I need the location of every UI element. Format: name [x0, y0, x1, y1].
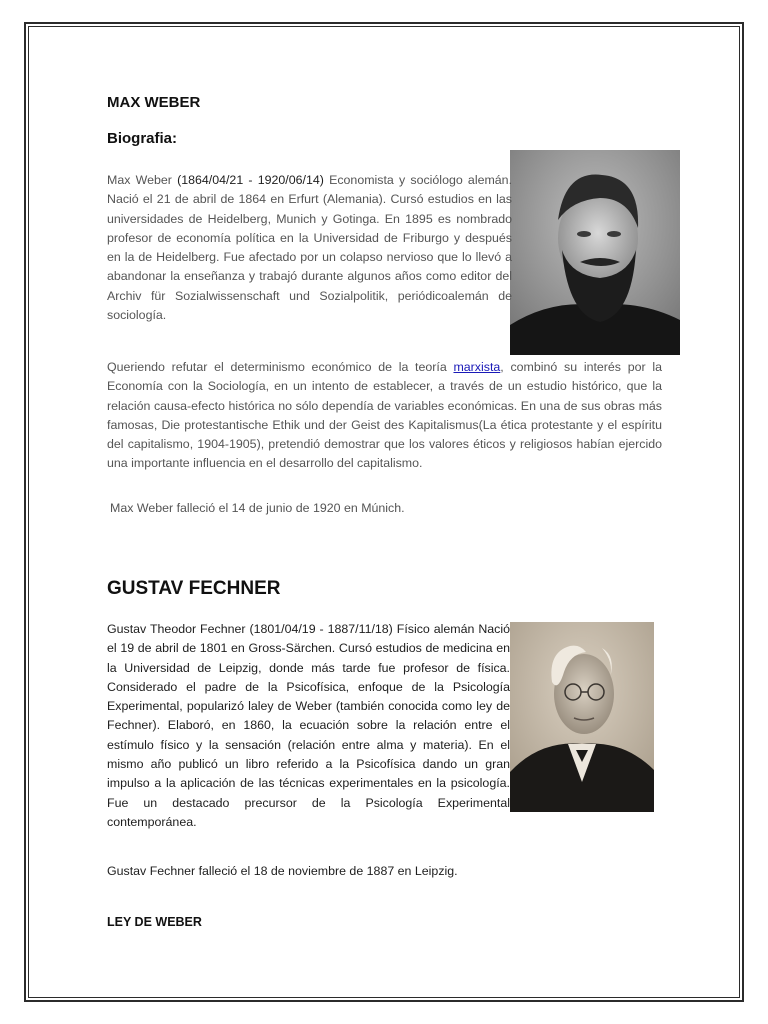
weber-theory-text-end: , combinó su interés por la Economía con la Sociología, en un intento de establecer, a través de un estudio histórico, que la relación causa-efecto histórica no sólo dependía de variables económicas. En una de sus obras más famosas, Die protestantische Ethik und der Geist des Kapitalismus(La ética protestante y el espíritu del capitalismo, 1904-1905), pretendió demostrar que los valores éticos y religiosos habían ejercido una importante influencia en el desarrollo del capitalismo.: [107, 360, 662, 471]
marxista-link[interactable]: marxista: [453, 360, 501, 374]
weber-bio-paragraph: [107, 171, 512, 325]
fechner-bio-text: Gustav Theodor Fechner (1801/04/19 - 1887/11/18) Físico alemán Nació el 19 de abril de 1801 en Gross-Särchen. Cursó estudios de medicina en la Universidad de Leipzig, donde más tarde fue profesor de física. Considerado el padre de la Psicofísica, enfoque de la Psicología Experimental, popularizó laley de Weber (también conocida como ley de Fechner). Elaboró, en 1860, la ecuación sobre la relación entre el estímulo físico y la sensación (relación entre alma y materia). En el mismo año publicó un libro referido a la Psicofísica dando un gran impulso a la aplicación de las técnicas experimentales en la psicología. Fue un destacado precursor de la Psicología Experimental contemporánea.: [107, 622, 510, 829]
weber-portrait: [510, 150, 680, 355]
weber-name-inline: Max Weber: [107, 173, 172, 187]
fechner-title: GUSTAV FECHNER: [107, 578, 281, 599]
weber-death-text: Max Weber falleció el 14 de junio de 1920 en Múnich.: [110, 501, 405, 515]
ley-de-weber-heading: LEY DE WEBER: [107, 915, 202, 929]
weber-dates-inline: (1864/04/21 - 1920/06/14): [177, 173, 324, 187]
weber-bio-text: Economista y sociólogo alemán. Nació el 21 de abril de 1864 en Erfurt (Alemania). Cursó estudios en las universidades de Heidelberg, Munich y Gotinga. En 1895 es nombrado profesor de economía política en la Universidad de Friburgo y después en la de Heidelberg. Fue afectado por un colapso nervioso que lo llevó a abandonar la enseñanza y trabajó durante algunos años como editor del Archiv für Sozialwissenschaft und Sozialpolitik, periódicoalemán de sociología.: [107, 173, 513, 323]
weber-theory-text-start: Queriendo refutar el determinismo económico de la teoría: [107, 360, 454, 374]
weber-biography-subtitle: Biografia:: [107, 130, 178, 147]
fechner-portrait: [510, 622, 654, 812]
weber-death-paragraph: [110, 499, 610, 518]
fechner-death-text: Gustav Fechner falleció el 18 de noviembre de 1887 en Leipzig.: [107, 864, 458, 878]
fechner-death-paragraph: [107, 862, 607, 881]
weber-theory-paragraph: [107, 358, 662, 474]
fechner-bio-paragraph: [107, 620, 510, 832]
weber-title: MAX WEBER: [107, 94, 201, 111]
